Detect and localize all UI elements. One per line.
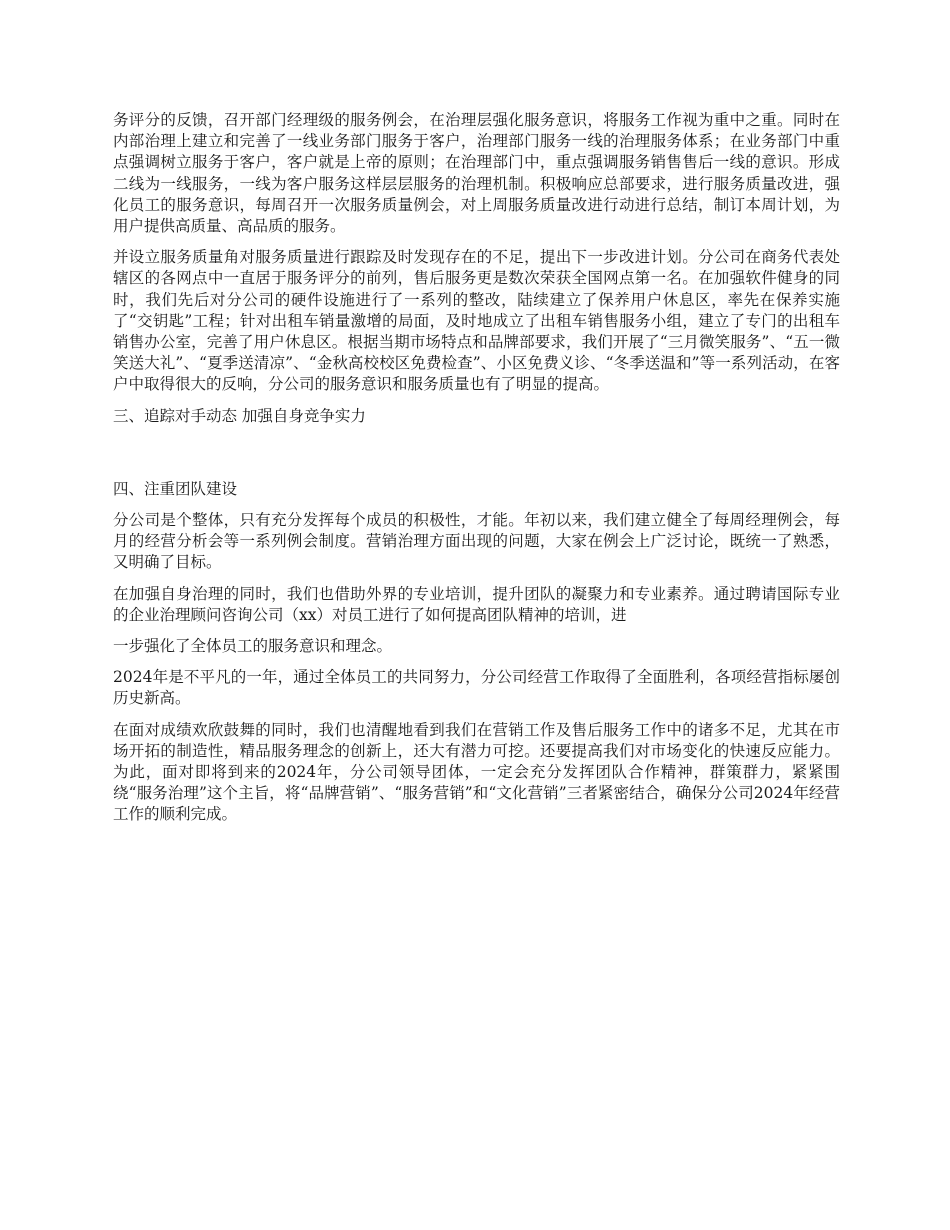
document-body <box>113 110 840 836</box>
heading-section-three: 三、追踪对手动态 加强自身竞争实力 <box>113 406 366 425</box>
paragraph-service-quality: 并设立服务质量角对服务质量进行跟踪及时发现存在的不足，提出下一步改进计划。分公司在商务代表处辖区的各网点中一直居于服务评分的前列，售后服务更是数次荣获全国网点第一名。在加强软件健身的同时，我们先后对分公司的硬件设施进行了一系列的整改，陆续建立了保养用户休息区，率先在保养实施了“交钥匙”工程；针对出租车销量激增的局面，及时地成立了出租车销售服务小组，建立了专门的出租车销售办公室，完善了用户休息区。根据当期市场特点和品牌部要求，我们开展了“三月微笑服务”、“五一微笑送大礼”、“夏季送清凉”、“金秋高校校区免费检查”、小区免费义诊、“冬季送温和”等一系列活动，在客户中取得很大的反响，分公司的服务意识和服务质量也有了明显的提高。 <box>113 248 840 394</box>
paragraph-service-awareness: 一步强化了全体员工的服务意识和理念。 <box>113 637 393 656</box>
paragraph-external-training: 在加强自身治理的同时，我们也借助外界的专业培训，提升团队的凝聚力和专业素养。通过聘请国际专业的企业治理顾问咨询公司（xx）对员工进行了如何提高团队精神的培训，进 <box>113 584 840 624</box>
paragraph-future-plan: 在面对成绩欢欣鼓舞的同时，我们也清醒地看到我们在营销工作及售后服务工作中的诸多不足，尤其在市场开拓的制造性，精品服务理念的创新上，还大有潜力可挖。还要提高我们对市场变化的快速反应能力。为此，面对即将到来的2024年，分公司领导团体，一定会充分发挥团队合作精神，群策群力，紧紧围绕“服务治理”这个主旨，将“品牌营销”、“服务营销”和“文化营销”三者紧密结合，确保分公司2024年经营工作的顺利完成。 <box>113 720 840 824</box>
paragraph-year-summary: 2024年是不平凡的一年，通过全体员工的共同努力，分公司经营工作取得了全面胜利，各项经营指标屡创历史新高。 <box>113 668 840 708</box>
heading-section-four: 四、注重团队建设 <box>113 479 238 498</box>
paragraph-team-whole: 分公司是个整体，只有充分发挥每个成员的积极性，才能。年初以来，我们建立健全了每周经理例会，每月的经营分析会等一系列例会制度。营销治理方面出现的问题，大家在例会上广泛讨论，既统一了熟悉，又明确了目标。 <box>113 511 840 572</box>
paragraph-service-feedback: 务评分的反馈，召开部门经理级的服务例会，在治理层强化服务意识，将服务工作视为重中之重。同时在内部治理上建立和完善了一线业务部门服务于客户，治理部门服务一线的治理服务体系；在业务部门中重点强调树立服务于客户，客户就是上帝的原则；在治理部门中，重点强调服务销售售后一线的意识。形成二线为一线服务，一线为客户服务这样层层服务的治理机制。积极响应总部要求，进行服务质量改进，强化员工的服务意识，每周召开一次服务质量例会，对上周服务质量改进行动进行总结，制订本周计划，为用户提供高质量、高品质的服务。 <box>113 111 840 236</box>
section-spacer <box>113 437 840 479</box>
